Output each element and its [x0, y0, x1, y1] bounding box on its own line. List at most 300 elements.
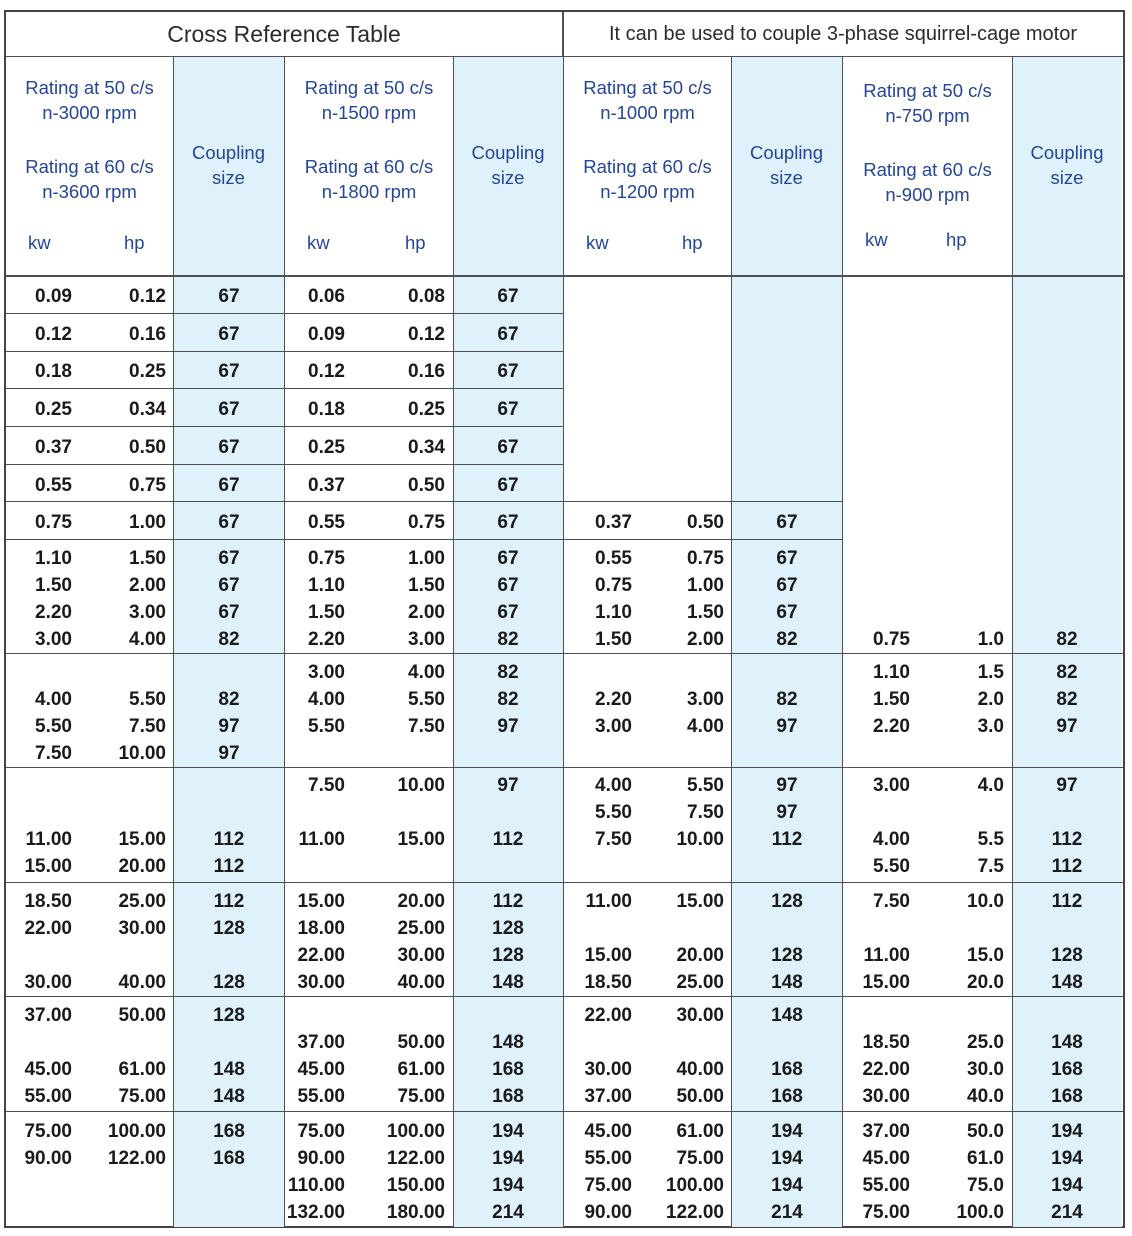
kw-value: 22.00 — [862, 1059, 910, 1080]
coupling-size-value: 168 — [213, 1121, 245, 1142]
kw-value: 3.00 — [595, 716, 632, 737]
kw-value: 0.09 — [308, 324, 345, 345]
kw-value: 30.00 — [24, 972, 72, 993]
coupling-size-value: 67 — [218, 475, 240, 496]
coupling-size-value: 168 — [771, 1086, 803, 1107]
kw-value: 30.00 — [862, 1086, 910, 1107]
hp-value: 10.00 — [397, 775, 445, 796]
row-divider — [6, 351, 563, 352]
kw-value: 45.00 — [297, 1059, 345, 1080]
coupling-size-value: 112 — [1051, 856, 1083, 877]
row-divider — [6, 464, 563, 465]
coupling-size-value: 67 — [218, 399, 240, 420]
kw-value: 0.37 — [35, 437, 72, 458]
header-rpm-60: n-3600 rpm — [42, 181, 137, 202]
hp-value: 0.25 — [129, 361, 166, 382]
coupling-size-value: 194 — [1051, 1175, 1083, 1196]
header-coupling: Coupling — [191, 142, 266, 163]
hp-value: 30.0 — [967, 1059, 1004, 1080]
hp-value: 15.00 — [397, 829, 445, 850]
kw-value: 0.18 — [308, 399, 345, 420]
kw-value: 90.00 — [297, 1148, 345, 1169]
kw-value: 1.10 — [595, 602, 632, 623]
hp-value: 122.00 — [107, 1148, 166, 1169]
coupling-size-value: 168 — [492, 1086, 524, 1107]
kw-value: 15.00 — [297, 891, 345, 912]
row-divider — [563, 501, 842, 502]
hp-value: 2.0 — [977, 689, 1004, 710]
hp-value: 0.12 — [129, 286, 166, 307]
row-divider — [6, 388, 563, 389]
kw-value: 0.18 — [35, 361, 72, 382]
block-divider — [6, 882, 1123, 883]
coupling-size-value: 67 — [218, 437, 240, 458]
coupling-size-value: 128 — [771, 945, 803, 966]
coupling-size-value: 67 — [497, 602, 519, 623]
header-coupling: Coupling — [749, 142, 824, 163]
kw-value: 55.00 — [584, 1148, 632, 1169]
hp-value: 7.50 — [687, 802, 724, 823]
hp-value: 15.0 — [967, 945, 1004, 966]
coupling-size-value: 148 — [492, 972, 524, 993]
kw-value: 45.00 — [584, 1121, 632, 1142]
hp-value: 75.00 — [676, 1148, 724, 1169]
hp-value: 61.00 — [118, 1059, 166, 1080]
kw-value: 11.00 — [863, 945, 910, 966]
kw-value: 5.50 — [308, 716, 345, 737]
kw-value: 0.12 — [308, 361, 345, 382]
kw-value: 75.00 — [24, 1121, 72, 1142]
hp-value: 0.50 — [408, 475, 445, 496]
hp-value: 25.00 — [397, 918, 445, 939]
coupling-size-value: 194 — [771, 1121, 803, 1142]
coupling-size-value: 128 — [213, 1005, 245, 1026]
coupling-divider — [731, 57, 732, 1227]
hp-value: 61.0 — [967, 1148, 1004, 1169]
kw-value: 75.00 — [862, 1202, 910, 1223]
hp-value: 15.00 — [676, 891, 724, 912]
coupling-size-value: 67 — [497, 475, 519, 496]
kw-value: 5.50 — [873, 856, 910, 877]
coupling-size-value: 97 — [1056, 775, 1078, 796]
coupling-size-value: 112 — [771, 829, 803, 850]
hp-value: 1.0 — [977, 629, 1004, 650]
coupling-size-value: 148 — [492, 1032, 524, 1053]
hp-value: 0.34 — [408, 437, 445, 458]
kw-value: 4.00 — [595, 775, 632, 796]
kw-value: 1.10 — [35, 548, 72, 569]
hp-value: 2.00 — [408, 602, 445, 623]
coupling-size-value: 214 — [1051, 1202, 1083, 1223]
coupling-size-value: 97 — [1056, 716, 1078, 737]
hp-value: 5.50 — [129, 689, 166, 710]
kw-value: 0.25 — [308, 437, 345, 458]
hp-value: 7.50 — [408, 716, 445, 737]
hp-value: 40.00 — [118, 972, 166, 993]
block-divider — [6, 996, 1123, 997]
header-rpm-50: n-750 rpm — [885, 105, 970, 126]
hp-value: 7.5 — [977, 856, 1004, 877]
kw-value: 37.00 — [584, 1086, 632, 1107]
row-divider — [6, 501, 563, 502]
hp-value: 0.50 — [129, 437, 166, 458]
header-kw: kw — [865, 229, 888, 250]
hp-value: 1.00 — [408, 548, 445, 569]
coupling-size-value: 67 — [497, 437, 519, 458]
coupling-size-value: 67 — [218, 286, 240, 307]
kw-value: 55.00 — [297, 1086, 345, 1107]
coupling-size-value: 97 — [218, 716, 240, 737]
table-subtitle: It can be used to couple 3-phase squirrel-cage motor — [608, 22, 1078, 45]
coupling-size-value: 148 — [1051, 972, 1083, 993]
coupling-divider — [1012, 57, 1013, 1227]
kw-value: 11.00 — [25, 829, 72, 850]
header-hp: hp — [124, 232, 145, 253]
coupling-size-value: 194 — [1051, 1121, 1083, 1142]
hp-value: 2.00 — [687, 629, 724, 650]
hp-value: 10.0 — [967, 891, 1004, 912]
coupling-size-value: 67 — [218, 602, 240, 623]
kw-value: 7.50 — [873, 891, 910, 912]
hp-value: 122.00 — [665, 1202, 724, 1223]
coupling-size-value: 128 — [771, 891, 803, 912]
kw-value: 0.75 — [873, 629, 910, 650]
kw-value: 4.00 — [873, 829, 910, 850]
hp-value: 5.5 — [977, 829, 1004, 850]
hp-value: 15.00 — [118, 829, 166, 850]
kw-value: 2.20 — [35, 602, 72, 623]
hp-value: 4.00 — [129, 629, 166, 650]
coupling-size-value: 112 — [492, 891, 524, 912]
coupling-size-value: 194 — [771, 1175, 803, 1196]
coupling-size-value: 168 — [213, 1148, 245, 1169]
coupling-size-value: 168 — [771, 1059, 803, 1080]
hp-value: 3.00 — [129, 602, 166, 623]
kw-value: 75.00 — [584, 1175, 632, 1196]
header-rating-60: Rating at 60 c/s — [583, 156, 712, 177]
header-rating-50: Rating at 50 c/s — [25, 77, 154, 98]
kw-value: 110.00 — [287, 1175, 345, 1196]
kw-value: 37.00 — [24, 1005, 72, 1026]
coupling-size-value: 148 — [213, 1086, 245, 1107]
kw-value: 132.00 — [286, 1202, 345, 1223]
hp-value: 50.0 — [967, 1121, 1004, 1142]
hp-value: 7.50 — [129, 716, 166, 737]
kw-value: 1.10 — [308, 575, 345, 596]
hp-value: 0.75 — [408, 512, 445, 533]
hp-value: 1.5 — [977, 662, 1004, 683]
kw-value: 3.00 — [35, 629, 72, 650]
hp-value: 122.00 — [386, 1148, 445, 1169]
kw-value: 15.00 — [862, 972, 910, 993]
hp-value: 3.00 — [687, 689, 724, 710]
coupling-size-value: 82 — [1056, 662, 1078, 683]
kw-value: 0.55 — [308, 512, 345, 533]
hp-value: 30.00 — [397, 945, 445, 966]
hp-value: 0.16 — [129, 324, 166, 345]
hp-value: 4.0 — [977, 775, 1004, 796]
hp-value: 30.00 — [118, 918, 166, 939]
kw-value: 0.37 — [308, 475, 345, 496]
hp-value: 0.25 — [408, 399, 445, 420]
kw-value: 18.50 — [584, 972, 632, 993]
kw-value: 7.50 — [308, 775, 345, 796]
kw-value: 30.00 — [584, 1059, 632, 1080]
header-size: size — [212, 167, 245, 188]
coupling-size-value: 148 — [1051, 1032, 1083, 1053]
kw-value: 37.00 — [297, 1032, 345, 1053]
hp-value: 20.00 — [676, 945, 724, 966]
coupling-divider — [173, 57, 174, 1227]
hp-value: 20.00 — [118, 856, 166, 877]
hp-value: 2.00 — [129, 575, 166, 596]
header-rating-60: Rating at 60 c/s — [304, 156, 434, 177]
coupling-size-value: 194 — [492, 1121, 524, 1142]
coupling-size-value: 128 — [1051, 945, 1083, 966]
coupling-size-value: 67 — [497, 512, 519, 533]
header-rating-50: Rating at 50 c/s — [583, 77, 712, 98]
kw-value: 3.00 — [308, 662, 345, 683]
kw-value: 1.50 — [595, 629, 632, 650]
header-rpm-60: n-1800 rpm — [321, 181, 417, 202]
hp-value: 100.00 — [107, 1121, 166, 1142]
coupling-size-value: 67 — [776, 575, 798, 596]
hp-value: 180.00 — [386, 1202, 445, 1223]
hp-value: 20.00 — [397, 891, 445, 912]
coupling-size-value: 67 — [497, 575, 519, 596]
coupling-size-value: 148 — [771, 1005, 803, 1026]
coupling-size-value: 194 — [492, 1175, 524, 1196]
coupling-size-value: 67 — [776, 602, 798, 623]
coupling-size-value: 82 — [218, 689, 240, 710]
coupling-size-value: 97 — [776, 775, 798, 796]
header-rpm-60: n-900 rpm — [885, 184, 970, 205]
hp-value: 1.50 — [687, 602, 724, 623]
coupling-size-value: 67 — [497, 361, 519, 382]
hp-value: 0.34 — [129, 399, 166, 420]
coupling-size-value: 82 — [497, 689, 519, 710]
hp-value: 50.00 — [397, 1032, 445, 1053]
coupling-size-value: 97 — [218, 743, 240, 764]
kw-value: 0.75 — [595, 575, 632, 596]
coupling-size-value: 67 — [776, 512, 798, 533]
hp-value: 0.75 — [129, 475, 166, 496]
kw-value: 0.06 — [308, 286, 345, 307]
kw-value: 0.55 — [595, 548, 632, 569]
coupling-size-value: 67 — [776, 548, 798, 569]
coupling-size-value: 67 — [497, 324, 519, 345]
coupling-size-value: 148 — [771, 972, 803, 993]
hp-value: 75.00 — [397, 1086, 445, 1107]
hp-value: 40.0 — [967, 1086, 1004, 1107]
coupling-size-value: 214 — [771, 1202, 803, 1223]
coupling-size-value: 67 — [497, 548, 519, 569]
kw-value: 5.50 — [595, 802, 632, 823]
hp-value: 50.00 — [118, 1005, 166, 1026]
kw-value: 0.75 — [35, 512, 72, 533]
coupling-divider — [453, 57, 454, 1227]
hp-value: 10.00 — [118, 743, 166, 764]
hp-value: 0.12 — [408, 324, 445, 345]
kw-value: 0.09 — [35, 286, 72, 307]
header-coupling: Coupling — [1030, 142, 1104, 163]
coupling-size-value: 128 — [213, 972, 245, 993]
hp-value: 30.00 — [676, 1005, 724, 1026]
coupling-size-value: 97 — [776, 716, 798, 737]
coupling-size-value: 168 — [1051, 1059, 1083, 1080]
kw-value: 4.00 — [35, 689, 72, 710]
kw-value: 0.25 — [35, 399, 72, 420]
kw-value: 55.00 — [862, 1175, 910, 1196]
kw-value: 2.20 — [595, 689, 632, 710]
row-divider — [6, 313, 563, 314]
kw-value: 11.00 — [298, 829, 345, 850]
kw-value: 0.12 — [35, 324, 72, 345]
hp-value: 40.00 — [676, 1059, 724, 1080]
coupling-size-value: 67 — [497, 399, 519, 420]
header-rating-60: Rating at 60 c/s — [25, 156, 154, 177]
header-hp: hp — [946, 229, 967, 250]
hp-value: 25.00 — [118, 891, 166, 912]
kw-value: 11.00 — [585, 891, 632, 912]
kw-value: 4.00 — [308, 689, 345, 710]
coupling-size-value: 194 — [492, 1148, 524, 1169]
kw-value: 7.50 — [35, 743, 72, 764]
kw-value: 22.00 — [297, 945, 345, 966]
coupling-size-value: 97 — [497, 716, 519, 737]
hp-value: 1.00 — [687, 575, 724, 596]
coupling-size-value: 112 — [1051, 891, 1083, 912]
hp-value: 100.0 — [956, 1202, 1004, 1223]
hp-value: 150.00 — [386, 1175, 445, 1196]
hp-value: 0.50 — [687, 512, 724, 533]
kw-value: 1.50 — [873, 689, 910, 710]
header-kw: kw — [586, 232, 609, 253]
coupling-size-value: 67 — [218, 548, 240, 569]
kw-value: 90.00 — [584, 1202, 632, 1223]
hp-value: 0.08 — [408, 286, 445, 307]
coupling-size-value: 148 — [213, 1059, 245, 1080]
coupling-size-value: 112 — [213, 891, 245, 912]
hp-value: 0.16 — [408, 361, 445, 382]
header-rpm-50: n-1500 rpm — [321, 102, 417, 123]
header-coupling: Coupling — [471, 142, 545, 163]
block-divider — [6, 653, 1123, 654]
hp-value: 1.50 — [129, 548, 166, 569]
hp-value: 25.00 — [676, 972, 724, 993]
hp-value: 4.00 — [687, 716, 724, 737]
coupling-size-value: 82 — [497, 629, 519, 650]
coupling-size-value: 67 — [218, 361, 240, 382]
kw-value: 55.00 — [24, 1086, 72, 1107]
header-rpm-50: n-3000 rpm — [42, 102, 137, 123]
hp-value: 0.75 — [687, 548, 724, 569]
coupling-size-value: 168 — [492, 1059, 524, 1080]
kw-value: 15.00 — [584, 945, 632, 966]
header-rating-60: Rating at 60 c/s — [863, 159, 992, 180]
coupling-size-value: 194 — [771, 1148, 803, 1169]
hp-value: 1.00 — [129, 512, 166, 533]
block-divider — [6, 767, 1123, 768]
coupling-size-value: 82 — [218, 629, 240, 650]
coupling-size-value: 128 — [492, 945, 524, 966]
coupling-size-value: 82 — [497, 662, 519, 683]
coupling-size-value: 112 — [492, 829, 524, 850]
kw-value: 1.50 — [35, 575, 72, 596]
coupling-size-value: 112 — [1051, 829, 1083, 850]
hp-value: 100.00 — [665, 1175, 724, 1196]
coupling-size-value: 214 — [492, 1202, 524, 1223]
kw-value: 37.00 — [862, 1121, 910, 1142]
kw-value: 75.00 — [297, 1121, 345, 1142]
header-size: size — [491, 167, 525, 188]
kw-value: 18.50 — [862, 1032, 910, 1053]
coupling-size-value: 67 — [218, 512, 240, 533]
hp-value: 100.00 — [386, 1121, 445, 1142]
header-size: size — [770, 167, 803, 188]
header-kw: kw — [28, 232, 51, 253]
coupling-size-value: 67 — [497, 286, 519, 307]
kw-value: 22.00 — [24, 918, 72, 939]
kw-value: 45.00 — [24, 1059, 72, 1080]
coupling-size-value: 194 — [1051, 1148, 1083, 1169]
hp-value: 40.00 — [397, 972, 445, 993]
hp-value: 75.0 — [967, 1175, 1004, 1196]
kw-value: 18.50 — [24, 891, 72, 912]
header-hp: hp — [682, 232, 703, 253]
coupling-size-value: 82 — [776, 629, 798, 650]
block-divider — [6, 539, 842, 540]
hp-value: 5.50 — [408, 689, 445, 710]
kw-value: 0.75 — [308, 548, 345, 569]
coupling-size-value: 128 — [213, 918, 245, 939]
kw-value: 15.00 — [24, 856, 72, 877]
kw-value: 0.37 — [595, 512, 632, 533]
kw-value: 1.50 — [308, 602, 345, 623]
coupling-size-value: 168 — [1051, 1086, 1083, 1107]
coupling-size-value: 97 — [497, 775, 519, 796]
kw-value: 45.00 — [862, 1148, 910, 1169]
coupling-size-value: 82 — [1056, 689, 1078, 710]
kw-value: 5.50 — [35, 716, 72, 737]
coupling-size-value: 82 — [1056, 629, 1078, 650]
hp-value: 3.00 — [408, 629, 445, 650]
hp-value: 75.00 — [118, 1086, 166, 1107]
header-rating-50: Rating at 50 c/s — [863, 80, 992, 101]
kw-value: 90.00 — [24, 1148, 72, 1169]
coupling-size-value: 112 — [213, 856, 245, 877]
hp-value: 50.00 — [676, 1086, 724, 1107]
hp-value: 3.0 — [977, 716, 1004, 737]
coupling-size-value: 128 — [492, 918, 524, 939]
hp-value: 61.00 — [397, 1059, 445, 1080]
kw-value: 22.00 — [584, 1005, 632, 1026]
header-rating-50: Rating at 50 c/s — [304, 77, 434, 98]
header-kw: kw — [307, 232, 330, 253]
hp-value: 25.0 — [967, 1032, 1004, 1053]
hp-value: 5.50 — [687, 775, 724, 796]
header-size: size — [1050, 167, 1084, 188]
kw-value: 1.10 — [873, 662, 910, 683]
kw-value: 30.00 — [297, 972, 345, 993]
header-rpm-60: n-1200 rpm — [600, 181, 695, 202]
header-hp: hp — [405, 232, 426, 253]
coupling-size-value: 82 — [776, 689, 798, 710]
coupling-size-value: 67 — [218, 324, 240, 345]
hp-value: 1.50 — [408, 575, 445, 596]
hp-value: 4.00 — [408, 662, 445, 683]
kw-value: 2.20 — [873, 716, 910, 737]
